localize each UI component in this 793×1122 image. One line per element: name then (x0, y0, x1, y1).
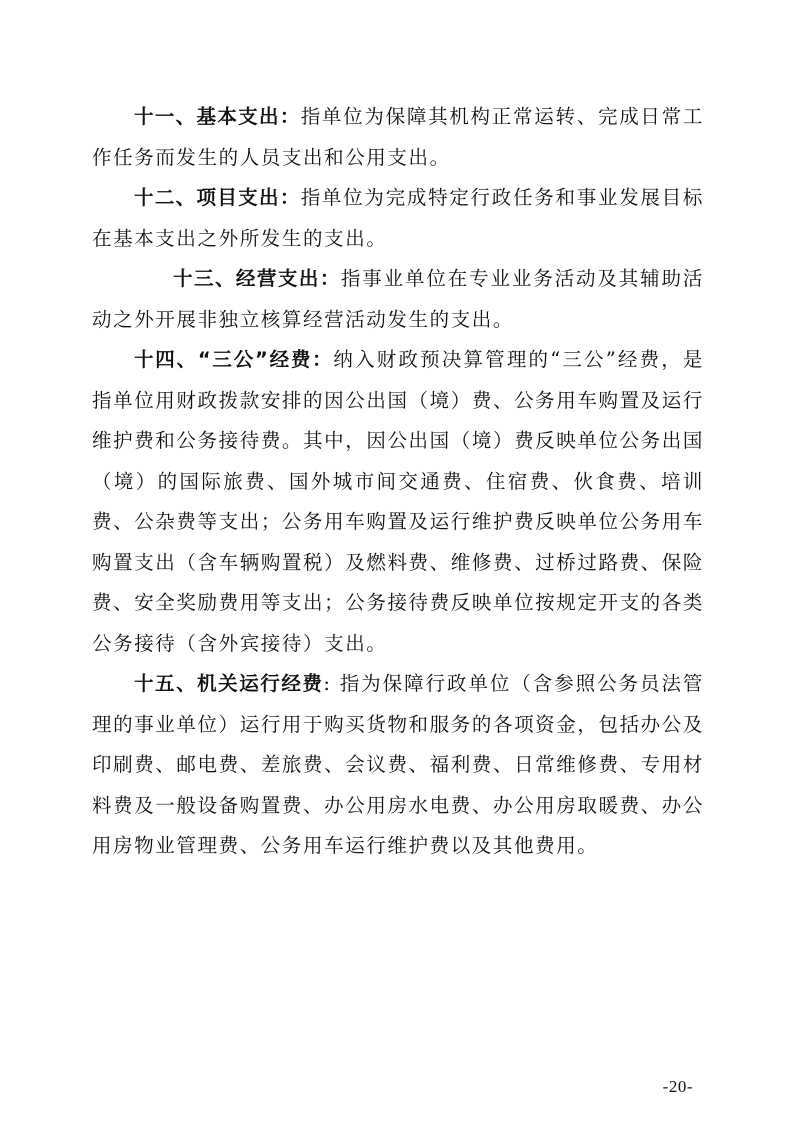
definition-basic-expenditure (92, 97, 704, 178)
document-body (92, 97, 704, 867)
definition-term: 十一、基本支出： (134, 105, 301, 128)
definition-three-public-expenses (92, 340, 704, 664)
definition-text: 指单位为完成特定行政任务和事业发展目标在基本支出之外所发生的支出。 (92, 186, 704, 250)
definition-term: 十三、经营支出： (173, 267, 341, 290)
definition-term: 十四、“三公”经费： (134, 348, 334, 371)
page-number: -20- (662, 1077, 693, 1096)
definition-agency-operating-expenses (92, 664, 704, 867)
definition-project-expenditure (92, 178, 704, 259)
definition-operating-expenditure (92, 259, 704, 340)
definition-text: 指事业单位在专业业务活动及其辅助活动之外开展非独立核算经营活动发生的支出。 (92, 267, 705, 331)
definition-text: 纳入财政预决算管理的“三公”经费，是指单位用财政拨款安排的因公出国（境）费、公务用车购置及运行维护费和公务接待费。其中，因公出国（境）费反映单位公务出国（境）的国际旅费、国外城市间交通费、住宿费、伙食费、培训费、公杂费等支出；公务用车购置及运行维护费反映单位公务用车购置支出（含车辆购置税）及燃料费、维修费、过桥过路费、保险费、安全奖励费用等支出；公务接待费反映单位按规定开支的各类公务接待（含外宾接待）支出。 (92, 348, 704, 655)
definition-text: : 指为保障行政单位（含参照公务员法管理的事业单位）运行用于购买货物和服务的各项资金，包括办公及印刷费、邮电费、差旅费、会议费、福利费、日常维修费、专用材料费及一般设备购置费、办公用房水电费、办公用房取暖费、办公用房物业管理费、公务用车运行维护费以及其他费用。 (92, 672, 704, 857)
definition-term: 十五、机关运行经费 (134, 672, 324, 695)
definition-term: 十二、项目支出： (134, 186, 301, 209)
definition-text: 指单位为保障其机构正常运转、完成日常工作任务而发生的人员支出和公用支出。 (92, 105, 704, 169)
